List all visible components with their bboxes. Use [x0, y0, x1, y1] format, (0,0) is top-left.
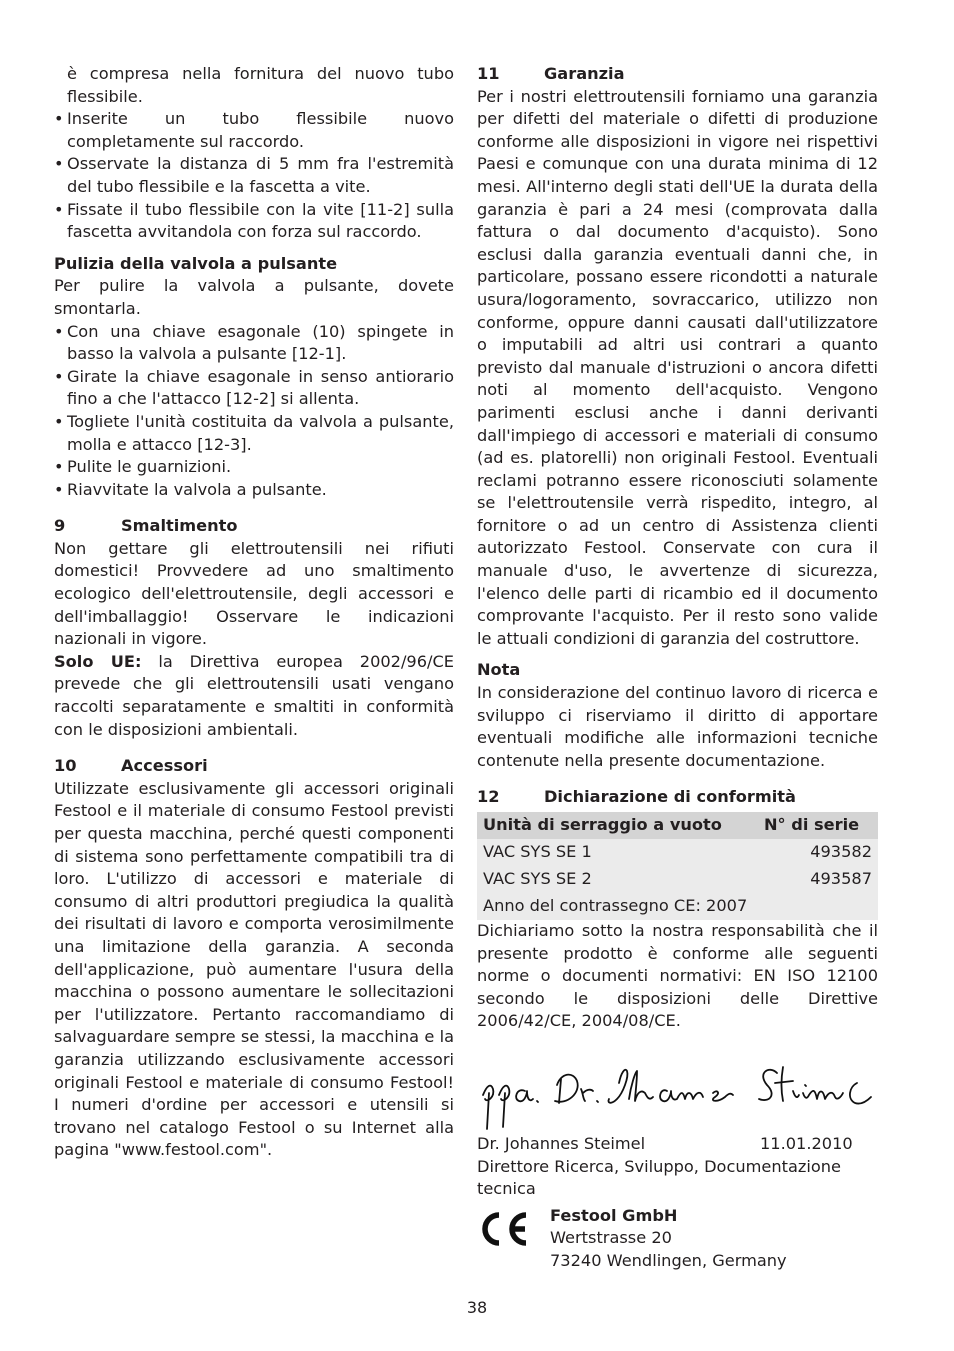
table-row	[477, 866, 878, 893]
cell-unit: VAC SYS SE 2	[477, 866, 758, 893]
signatory-date: 11.01.2010	[760, 1133, 853, 1153]
section-number: 9	[54, 516, 66, 536]
section-title: Garanzia	[544, 64, 625, 83]
right-column	[477, 63, 878, 1273]
section-9-eu	[54, 651, 454, 741]
section-number: 12	[477, 787, 500, 807]
section-11-heading	[477, 63, 878, 86]
cell-serial: 493582	[758, 839, 878, 866]
hose-bullet-list	[54, 108, 454, 244]
nota-text: In considerazione del continuo lavoro di ricerca e sviluppo ci riserviamo il diritto di apportare eventuali modifiche alle informazioni tecniche contenute nella presente documentazione.	[477, 683, 878, 770]
section-10-text: Utilizzate esclusivamente gli accessori originali Festool e il materiale di consumo Festool previsti per questa macchina, perché questi componenti di sistema sono perfettamente compatibili tra di loro. L'utilizzo di accessori e materiale di consumo di altri produttori pregiudica la qualità dei risultati di lavoro e comporta verosimilmente una limitazione della garanzia. A seconda dell'applicazione, può aumentare l'usura della macchina o possono aumentare le sollecitazioni per l'utilizzatore. Pertanto raccomandiamo di salvaguardare sempre se stessi, la macchina e la garanzia utilizzando esclusivamente accessori originali Festool e materiale di consumo Festool! I numeri d'ordine per accessori e utensili si trovano nel catalogo Festool o su Internet alla pagina "www.festool.com".	[54, 778, 454, 1160]
list-item: • Inserite un tubo flessibile nuovo completamente sul raccordo.	[54, 108, 454, 153]
section-12-heading	[477, 786, 878, 809]
section-9-heading	[54, 515, 454, 538]
table-row	[477, 839, 878, 866]
signatory-role: Direttore Ricerca, Sviluppo, Documentazione tecnica	[477, 1156, 841, 1199]
conformity-table	[477, 812, 878, 920]
eu-label: Solo UE:	[54, 651, 142, 671]
list-item: • Pulite le guarnizioni.	[54, 456, 454, 479]
signature	[477, 1033, 878, 1133]
list-item: • Osservate la distanza di 5 mm fra l'estremità del tubo flessibile e la fascetta a vite.	[54, 153, 454, 198]
section-title: Dichiarazione di conformità	[544, 787, 796, 807]
valve-bullet-list	[54, 321, 454, 502]
declaration-text: Dichiariamo sotto la nostra responsabilità che il presente prodotto è conforme alle seguenti norme o documenti normativi: EN ISO 12100 secondo le disposizioni delle Direttive 2006/42/CE, 2004/08/CE.	[477, 921, 878, 1031]
section-number: 10	[54, 756, 77, 776]
section-number: 11	[477, 64, 500, 83]
list-item: • Togliete l'unità costituita da valvola a pulsante, molla e attacco [12-3].	[54, 411, 454, 456]
handwritten-signature-icon	[477, 1033, 878, 1133]
left-column	[54, 63, 454, 1162]
list-item: • Riavvitate la valvola a pulsante.	[54, 479, 454, 502]
section-10-heading	[54, 755, 454, 778]
ce-mark-icon	[477, 1205, 550, 1273]
company-name: Festool GmbH	[550, 1205, 678, 1225]
signatory-name: Dr. Johannes Steimel	[477, 1133, 646, 1153]
company-address	[550, 1205, 787, 1273]
header-unit: Unità di serraggio a vuoto	[477, 812, 758, 839]
cell-serial: 493587	[758, 866, 878, 893]
table-row	[477, 893, 878, 920]
ce-year-cell: Anno del contrassegno CE: 2007	[477, 893, 878, 920]
company-city: 73240 Wendlingen, Germany	[550, 1250, 787, 1270]
list-item: • Fissate il tubo flessibile con la vite [11-2] sulla fascetta avvitandola con forza sul raccordo.	[54, 199, 454, 244]
section-9-text: Non gettare gli elettroutensili nei rifiuti domestici! Provvedere ad uno smaltimento ecologico dell'elettroutensile, degli accessori e dell'imballaggio! Osservare le indicazioni nazionali in vigore.	[54, 538, 454, 649]
cell-unit: VAC SYS SE 1	[477, 839, 758, 866]
nota-heading: Nota	[477, 660, 521, 680]
section-11-text: Per i nostri elettroutensili forniamo una garanzia per difetti del materiale o difetti di produzione conforme alle disposizioni in vigore nei rispettivi Paesi e comunque con una durata minima di 12 mesi. All'interno degli stati dell'UE la durata della garanzia è pari a 24 mesi (comprovata dalla fattura o dal documento d'acquisto). Sono esclusi dalla garanzia eventuali danni che, in particolare, possano essere ricondotti a naturale usura/logoramento, sovraccarico, utilizzo non conforme, oppure danni causati dall'utilizzatore o imputabili ad altri usi contrari a quanto previsto dal manuale d'istruzioni o ancora difetti noti al momento dell'acquisto. Vengono parimenti esclusi anche i danni derivanti dall'impiego di accessori e materiali di consumo (ad es. platorelli) non originali Festool. Eventuali reclami potranno essere riconosciuti solamente se l'elettroutensile verrà rispedito, integro, al fornitore o ad un centro di Assistenza clienti autorizzato Festool. Conservate con cura il manuale d'uso, le avvertenze di sicurezza, l'elenco delle parti di ricambio ed il documento comprovante l'acquisto. Per il resto sono valide le attuali condizioni di garanzia del costruttore.	[477, 86, 878, 648]
list-item: • Girate la chiave esagonale in senso antiorario fino a che l'attacco [12-2] si allenta.	[54, 366, 454, 411]
valve-heading: Pulizia della valvola a pulsante	[54, 253, 338, 273]
valve-intro: Per pulire la valvola a pulsante, dovete smontarla.	[54, 276, 454, 318]
intro-continuation: è compresa nella fornitura del nuovo tubo flessibile.	[67, 64, 454, 106]
section-title: Smaltimento	[121, 516, 238, 536]
page-number: 38	[466, 1298, 488, 1317]
list-item: • Con una chiave esagonale (10) spingete in basso la valvola a pulsante [12-1].	[54, 321, 454, 366]
signatory-line	[477, 1133, 878, 1156]
header-serial: N° di serie	[758, 812, 878, 839]
company-street: Wertstrasse 20	[550, 1228, 672, 1248]
eu-text: la Direttiva europea 2002/96/CE prevede che gli elettroutensili usati vengano raccolti separatamente e smaltiti in conformità con le disposizioni ambientali.	[54, 651, 454, 739]
company-block	[477, 1205, 878, 1273]
table-header-row	[477, 812, 878, 839]
section-title: Accessori	[121, 756, 208, 776]
